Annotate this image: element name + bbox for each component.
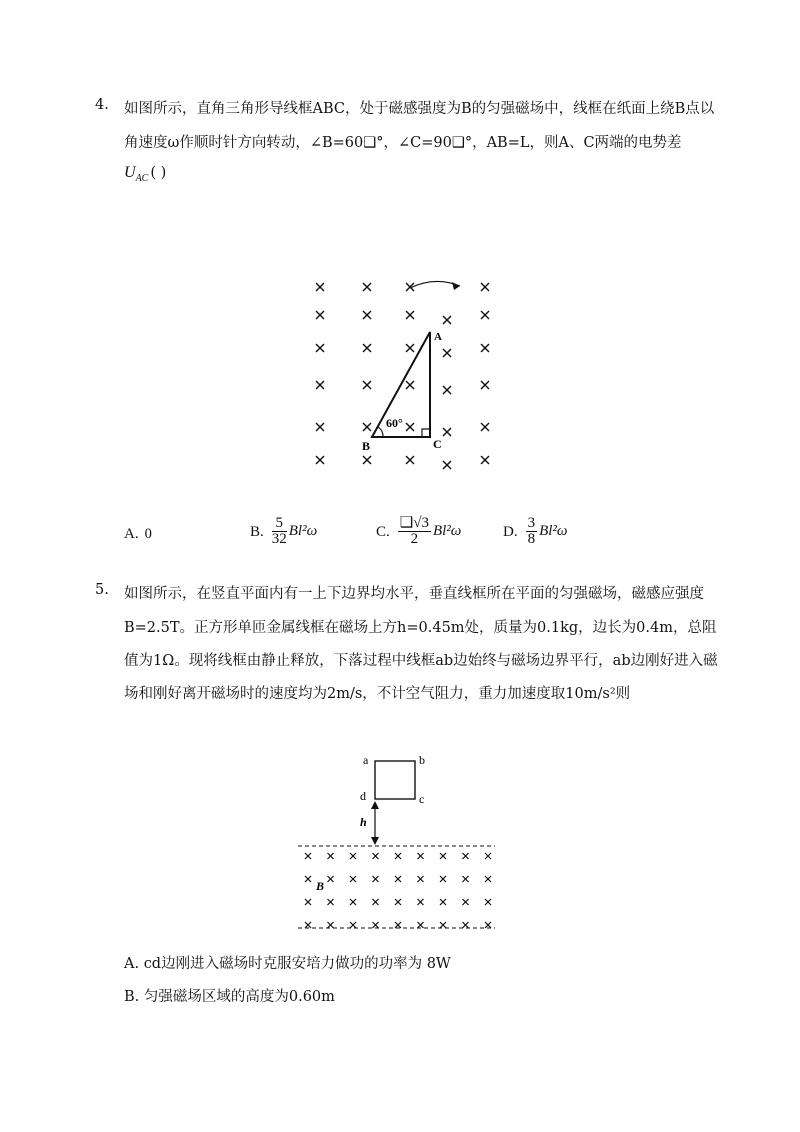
question-5-number: 5. — [95, 582, 109, 598]
label-h: h — [360, 815, 367, 829]
q5-option-a[interactable]: A. cd边刚进入磁场时克服安培力做功的功率为 8W — [124, 956, 451, 972]
voltage-subscript: AC — [135, 172, 149, 184]
label-d: d — [360, 789, 366, 803]
field-crosses — [305, 853, 491, 928]
figure-rotating-triangle — [300, 270, 510, 475]
q4-option-a[interactable]: A. 0 — [124, 526, 152, 542]
question-5-line-1: 如图所示，在竖直平面内有一上下边界均水平，垂直线框所在平面的匀强磁场，磁感应强度 — [124, 586, 704, 602]
question-5-line-4: 场和刚好离开磁场时的速度均为2m/s，不计空气阻力，重力加速度取10m/s²则 — [124, 686, 631, 702]
label-c: c — [419, 792, 425, 806]
question-4-line-1: 如图所示，直角三角形导线框ABC，处于磁感强度为B的匀强磁场中，线框在纸面上绕B点以 — [124, 101, 715, 117]
q4-option-c[interactable]: C. $\frac{❑√3}{2}$ Bl²ω — [376, 515, 462, 547]
question-4-line-3 — [124, 164, 166, 184]
label-angle: 60° — [386, 416, 403, 430]
label-B: B — [362, 439, 371, 453]
figure-falling-frame — [290, 748, 510, 934]
fraction: $\frac{5}{32}$ — [271, 515, 287, 547]
answer-paren: ( ) — [150, 165, 167, 181]
voltage-symbol: U — [124, 164, 136, 181]
fraction: $\frac{❑√3}{2}$ — [399, 515, 429, 547]
label-b: b — [419, 753, 425, 767]
label-B: B — [316, 879, 325, 893]
fraction: $\frac{3}{8}$ — [527, 515, 536, 547]
q4-option-d[interactable]: D. $\frac{3}{8}$ Bl²ω — [503, 515, 568, 547]
question-4-number: 4. — [95, 97, 109, 113]
q4-option-b[interactable]: B. $\frac{5}{32}$ Bl²ω — [250, 515, 318, 547]
magnetic-field-crosses — [316, 283, 489, 469]
label-C: C — [433, 437, 442, 451]
question-5-line-3: 值为1Ω。现将线框由静止释放，下落过程中线框ab边始终与磁场边界平行，ab边刚好进入磁 — [124, 653, 718, 669]
square-frame — [375, 761, 415, 799]
question-5-line-2: B=2.5T。正方形单匝金属线框在磁场上方h=0.45m处，质量为0.1kg，边长为0.4m，总阻 — [124, 620, 717, 636]
label-a: a — [363, 753, 369, 767]
label-A: A — [434, 331, 442, 343]
q5-option-b[interactable]: B. 匀强磁场区域的高度为0.60m — [124, 989, 335, 1005]
question-4-line-2: 角速度ω作顺时针方向转动，∠B=60❑°，∠C=90❑°，AB=L，则A、C两端的电势差 — [124, 135, 682, 151]
